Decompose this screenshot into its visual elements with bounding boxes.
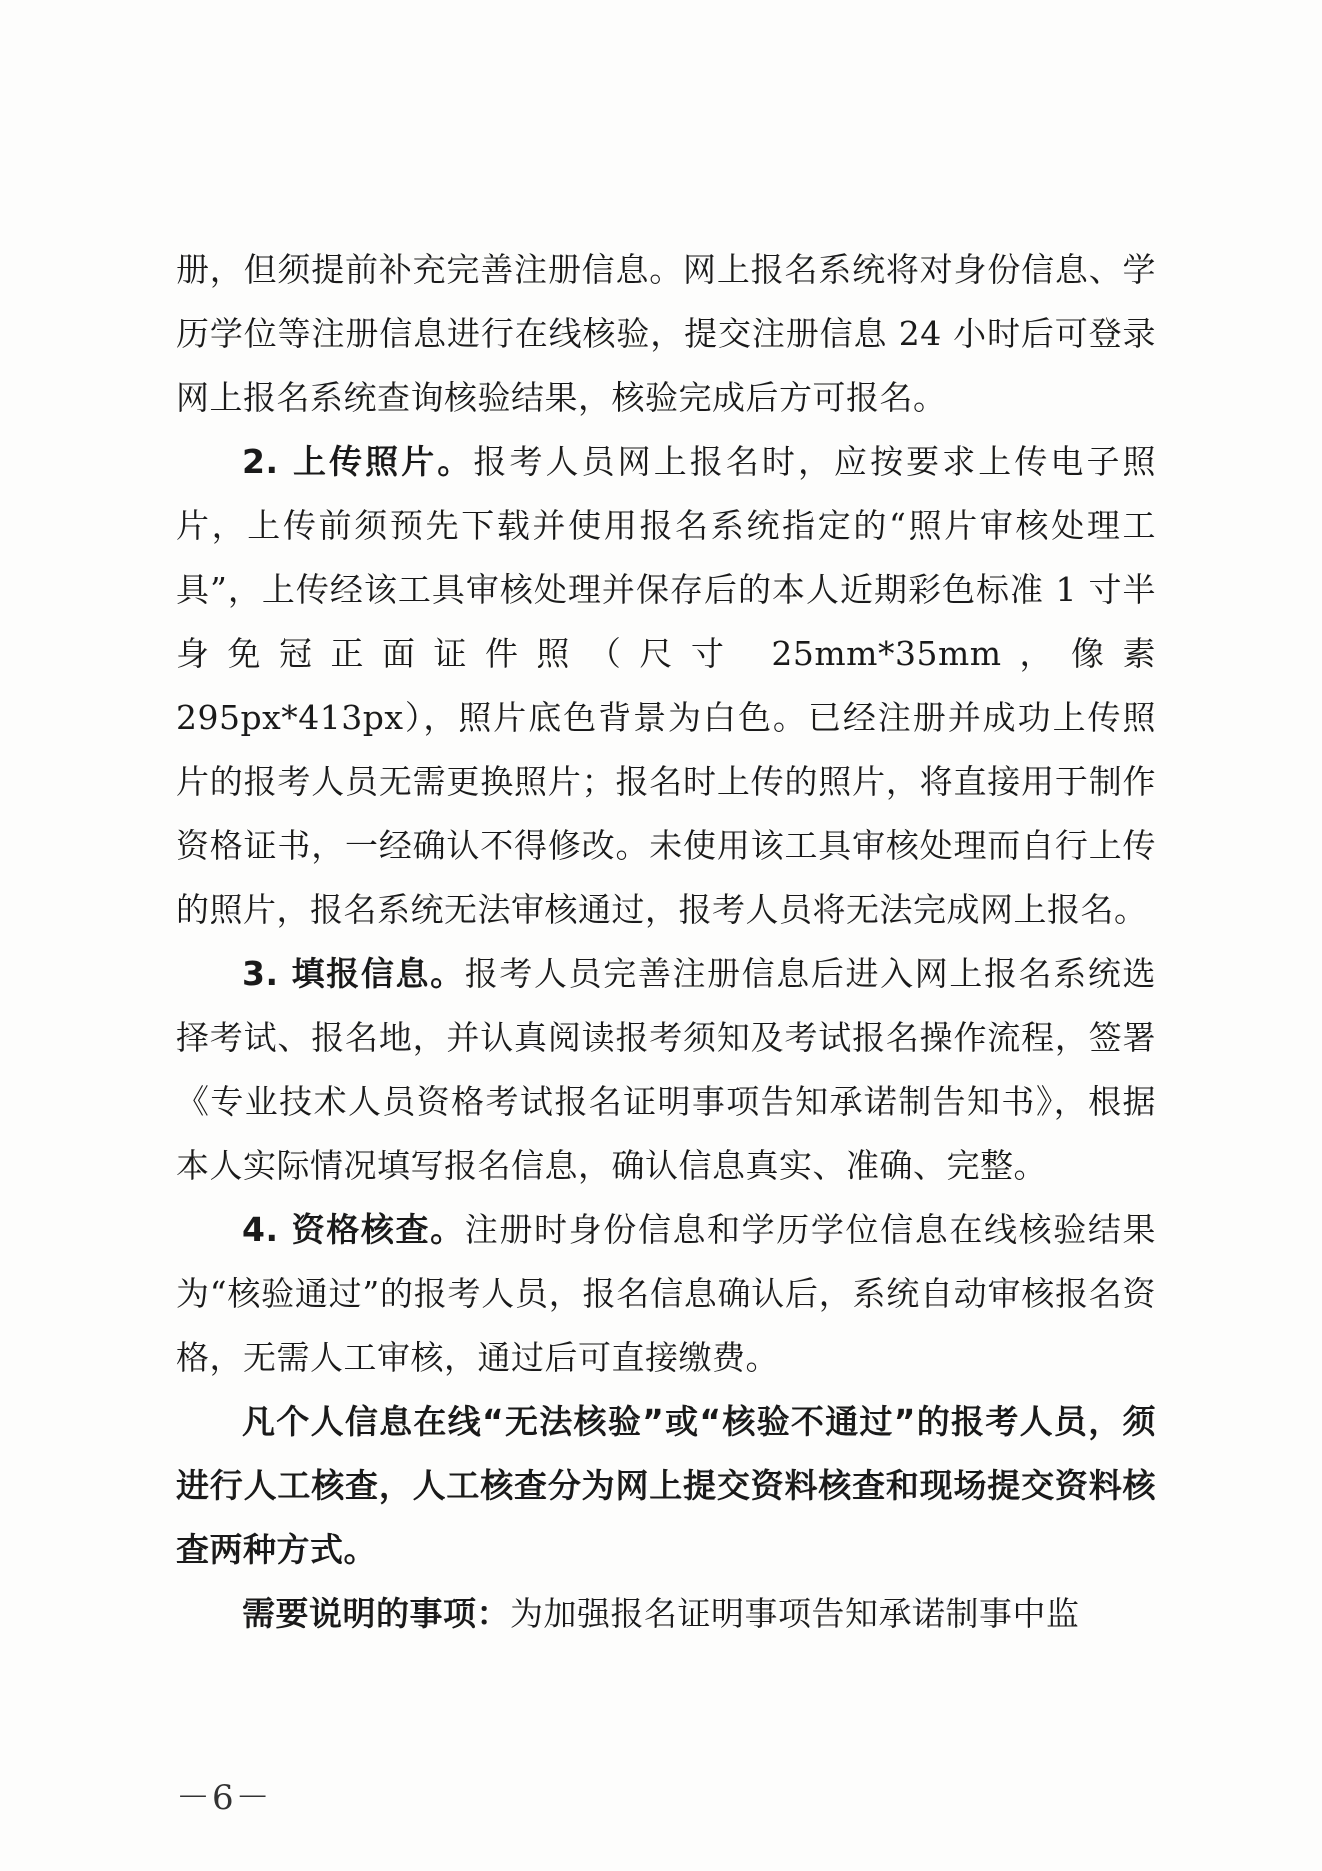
- heading-fill-info: 3. 填报信息。: [242, 954, 465, 993]
- paragraph-upload-photo: [176, 430, 1156, 942]
- paragraph-manual-check: 凡个人信息在线“无法核验”或“核验不通过”的报考人员，须进行人工核查，人工核查分为网上提交资料核查和现场提交资料核查两种方式。: [176, 1402, 1156, 1569]
- document-body: [176, 238, 1156, 1646]
- body-notes: 为加强报名证明事项告知承诺制事中监: [510, 1594, 1080, 1633]
- paragraph-notes: [176, 1582, 1156, 1646]
- heading-qualification-check: 4. 资格核查。: [242, 1210, 465, 1249]
- heading-upload-photo: 2. 上传照片。: [242, 442, 474, 481]
- paragraph-qualification-check: [176, 1198, 1156, 1390]
- body-upload-photo: 报考人员网上报名时，应按要求上传电子照片，上传前须预先下载并使用报名系统指定的“照片审核处理工具”，上传经该工具审核处理并保存后的本人近期彩色标准 1 寸半身免冠正面证件照（尺寸 25mm*35mm，像素 295px*413px），照片底色背景为白色。已经注册并成功上传照片的报考人员无需更换照片；报名时上传的照片，将直接用于制作资格证书，一经确认不得修改。未使用该工具审核处理而自行上传的照片，报名系统无法审核通过，报考人员将无法完成网上报名。: [176, 442, 1156, 929]
- paragraph-registration-continued: 册，但须提前补充完善注册信息。网上报名系统将对身份信息、学历学位等注册信息进行在线核验，提交注册信息 24 小时后可登录网上报名系统查询核验结果，核验完成后方可报名。: [176, 250, 1156, 417]
- page-number: －6－: [176, 1778, 272, 1818]
- body-qualification-check: 注册时身份信息和学历学位信息在线核验结果为“核验通过”的报考人员，报名信息确认后，系统自动审核报名资格，无需人工审核，通过后可直接缴费。: [176, 1210, 1156, 1377]
- heading-notes: 需要说明的事项：: [242, 1594, 510, 1633]
- body-fill-info: 报考人员完善注册信息后进入网上报名系统选择考试、报名地，并认真阅读报考须知及考试报名操作流程，签署《专业技术人员资格考试报名证明事项告知承诺制告知书》，根据本人实际情况填写报名信息，确认信息真实、准确、完整。: [176, 954, 1156, 1185]
- paragraph-fill-info: [176, 942, 1156, 1198]
